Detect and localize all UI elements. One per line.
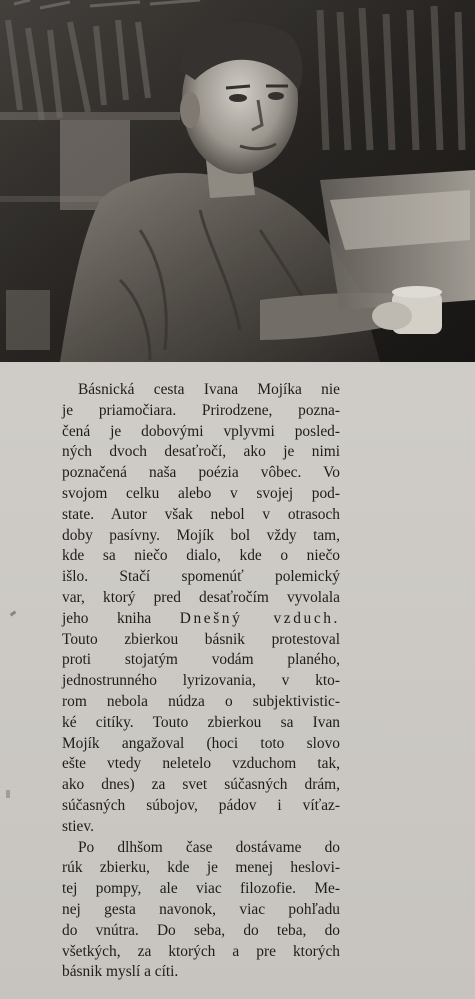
text-line-lead: jeho kniha: [62, 609, 180, 627]
author-portrait-photo: [0, 0, 475, 362]
text-line: tej pompy, ale viac filozofie. Me-: [62, 880, 340, 898]
text-line: Touto zbierkou básnik protestoval: [62, 630, 340, 648]
text-line: rom nebola núdza o subjektivistic-: [62, 692, 340, 710]
text-line: Po dlhšom čase dostávame do: [78, 838, 340, 856]
text-line: nej gesta navonok, viac pohľadu: [62, 900, 340, 918]
text-line: Mojík angažoval (hoci toto slovo: [62, 734, 340, 752]
text-line: jednostrunného lyrizovania, v kto-: [62, 672, 340, 690]
text-line: čená je dobovými vplyvmi posled-: [62, 422, 340, 440]
text-line: proti stojatým vodám planého,: [62, 651, 340, 669]
paper-speck: [6, 790, 10, 798]
text-line: var, ktorý pred desaťročím vyvolala: [62, 588, 340, 606]
text-line: išlo. Stačí spomenúť polemický: [62, 568, 340, 586]
text-line: ešte vtedy neletelo vzduchom tak,: [62, 755, 340, 773]
text-line: poznačená naša poézia vôbec. Vo: [62, 464, 340, 482]
paper-speck: [10, 611, 17, 617]
text-line: Básnická cesta Ivana Mojíka nie: [78, 381, 340, 398]
text-line: ako dnes) za svet súčasných drám,: [62, 776, 340, 794]
text-line: ných dvoch desaťročí, ako je nimi: [62, 443, 340, 461]
text-line-with-title: [62, 609, 340, 630]
text-line: súčasných súbojov, pádov i víťaz-: [62, 796, 340, 814]
paragraph-2: [62, 838, 340, 984]
portrait-illustration: [0, 0, 475, 362]
text-line: kde sa niečo dialo, kde o niečo: [62, 547, 340, 565]
text-line: všetkých, za ktorých a pre ktorých: [62, 942, 340, 960]
text-line: je priamočiara. Prirodzene, pozna-: [62, 401, 340, 419]
text-line: state. Autor však nebol v otrasoch: [62, 505, 340, 523]
text-line: svojom celku alebo v svojej pod-: [62, 484, 340, 502]
paragraph-1: [62, 380, 340, 838]
text-line: do vnútra. Do seba, do teba, do: [62, 921, 340, 939]
text-line: doby pasívny. Mojík bol vždy tam,: [62, 526, 340, 544]
text-line: rúk zbierku, kde je menej heslovi-: [62, 859, 340, 877]
text-line: básnik myslí a cíti.: [62, 963, 179, 981]
text-line: ké citíky. Touto zbierkou sa Ivan: [62, 713, 340, 731]
text-line: stiev.: [62, 817, 94, 835]
book-title: Dnešný vzduch.: [179, 609, 341, 627]
blurb-text: [62, 380, 340, 983]
